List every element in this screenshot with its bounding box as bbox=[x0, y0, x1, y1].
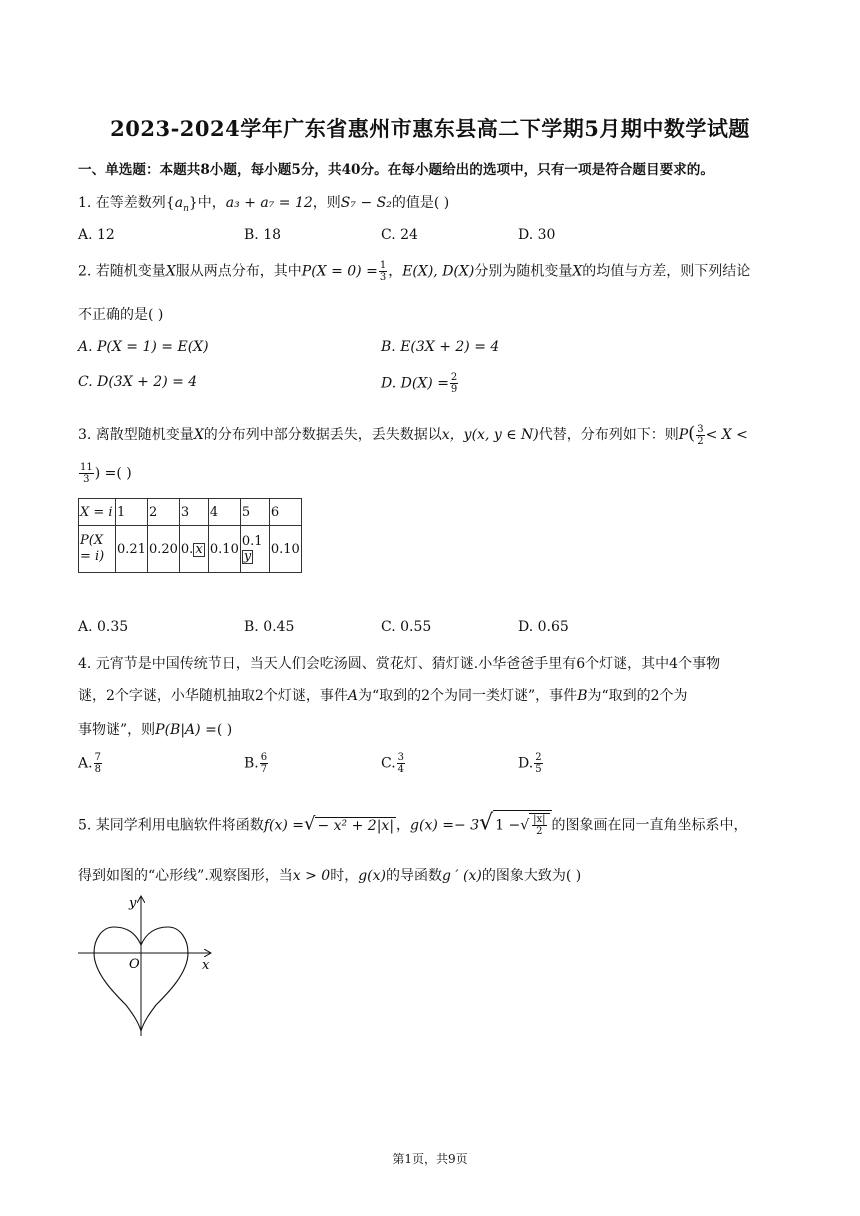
table-cell: P(X = i) bbox=[79, 526, 116, 573]
question-4-line2: 谜，2个字谜，小华随机抽取2个灯谜，事件A为“取到的2个为同一类灯谜”，事件B为“取到的2个为 bbox=[78, 688, 688, 704]
q4-option-d: D. $\frac{2}{5}$ bbox=[518, 752, 542, 775]
q2-option-a: A. P(X = 1) = E(X) bbox=[78, 339, 209, 355]
question-2-line2: 不正确的是( ) bbox=[78, 307, 164, 323]
table-cell: 5 bbox=[240, 499, 269, 526]
table-cell: 0.20 bbox=[147, 526, 179, 573]
q3-tail: ) =( ) bbox=[94, 465, 132, 482]
page-title: 2023-2024学年广东省惠州市惠东县高二下学期5月期中数学试题 bbox=[110, 116, 750, 141]
table-cell: 0. x bbox=[179, 526, 208, 573]
table-cell: 3 bbox=[179, 499, 208, 526]
q1-text2: }中， bbox=[188, 195, 226, 211]
q1-text4: 的值是( ) bbox=[391, 195, 450, 211]
q1-sub: n bbox=[183, 203, 189, 214]
table-cell: X = i bbox=[79, 499, 116, 526]
q1-option-c: C. 24 bbox=[381, 227, 418, 243]
origin-label: O bbox=[129, 957, 140, 972]
question-1 bbox=[78, 192, 449, 214]
q1-option-a: A. 12 bbox=[78, 227, 115, 243]
table-row bbox=[79, 526, 302, 573]
q4-option-c: C. $\frac{3}{4}$ bbox=[381, 752, 405, 775]
question-4-line1: 4. 元宵节是中国传统节日，当天人们会吃汤圆、赏花灯、猜灯谜.小华爸爸手里有6个灯谜，其中4个事物 bbox=[78, 656, 721, 672]
section-header: 一、单选题：本题共8小题，每小题5分，共40分。在每小题给出的选项中，只有一项是符合题目要求的。 bbox=[78, 162, 714, 178]
q4-option-a: A. $\frac{7}{8}$ bbox=[78, 752, 101, 775]
q1-text3: ，则 bbox=[312, 195, 341, 211]
q2-text3: 分别为随机变量 bbox=[474, 263, 573, 280]
heart-curve-figure bbox=[74, 893, 224, 1039]
question-2-line1 bbox=[78, 260, 750, 283]
table-cell: 6 bbox=[269, 499, 301, 526]
q2-comma: ， bbox=[388, 263, 403, 280]
q1-expr: S₇ − S₂ bbox=[340, 195, 392, 211]
q1-option-b: B. 18 bbox=[244, 227, 282, 243]
q3-frac1: $\frac{3}{2}$ bbox=[697, 423, 704, 447]
question-4-line3: 事物谜”，则P(B|A) =( ) bbox=[78, 722, 233, 738]
q3-xy: x，y(x, y ∈ N) bbox=[441, 427, 539, 443]
table-cell: 2 bbox=[147, 499, 179, 526]
q2-text2: 服从两点分布，其中 bbox=[175, 263, 302, 280]
q3-text2: 的分布列中部分数据丢失，丢失数据以 bbox=[203, 427, 442, 443]
q3-frac2: $\frac{11}{3}$ bbox=[80, 462, 93, 485]
question-3-line2 bbox=[78, 462, 132, 485]
q2-option-d: D. D(X) = $\frac{2}{9}$ bbox=[381, 372, 458, 395]
x-label: x bbox=[202, 958, 210, 973]
q3-var: X bbox=[193, 427, 204, 443]
table-cell: 0.21 bbox=[116, 526, 148, 573]
q1-eq: a₃ + a₇ = 12 bbox=[225, 195, 313, 211]
q2-var2: X bbox=[572, 263, 583, 280]
question-3-line1: 3. 离散型随机变量X的分布列中部分数据丢失，丢失数据以x，y(x, y ∈ N)代替，分布列如下：则P( $\frac{3}{2}$ < X < bbox=[78, 423, 748, 447]
q3-option-d: D. 0.65 bbox=[518, 619, 569, 635]
table-cell: 0.1y bbox=[240, 526, 269, 573]
q4-option-b: B. $\frac{6}{7}$ bbox=[244, 752, 268, 775]
q1-option-d: D. 30 bbox=[518, 227, 556, 243]
q2-ed: E(X), D(X) bbox=[402, 263, 475, 280]
q3-ineq: < X < bbox=[705, 427, 748, 443]
q3-option-b: B. 0.45 bbox=[244, 619, 295, 635]
question-5-line2: 得到如图的“心形线”.观察图形，当x > 0时，g(x)的导函数g ′ (x)的图象大致为( ) bbox=[78, 868, 582, 884]
q2-option-c: C. D(3X + 2) = 4 bbox=[78, 374, 198, 390]
q3-p: P bbox=[678, 427, 689, 443]
table-row bbox=[79, 499, 302, 526]
distribution-table bbox=[78, 498, 302, 573]
q3-option-c: C. 0.55 bbox=[381, 619, 432, 635]
y-label: y bbox=[129, 896, 137, 911]
table-cell: 0.10 bbox=[269, 526, 301, 573]
q2-p0: P(X = 0) = bbox=[301, 263, 378, 280]
q2-text4: 的均值与方差，则下列结论 bbox=[582, 263, 751, 280]
q2-text: 2. 若随机变量 bbox=[78, 263, 166, 280]
q3-text3: 代替，分布列如下：则 bbox=[538, 427, 679, 443]
q3-option-a: A. 0.35 bbox=[78, 619, 129, 635]
q2-fraction: $\frac{1}{3}$ bbox=[379, 260, 387, 283]
q3-text: 3. 离散型随机变量 bbox=[78, 427, 194, 443]
q2-var: X bbox=[165, 263, 176, 280]
page-footer: 第1页，共9页 bbox=[392, 1152, 468, 1166]
table-cell: 1 bbox=[116, 499, 148, 526]
table-cell: 4 bbox=[208, 499, 240, 526]
question-5-line1: 5. 某同学利用电脑软件将函数f(x) =√ − x² + 2|x| ，g(x) =− 3√ 1 −√ $\frac{|x|}{2}$ 的图象画在同一直角坐标系中， bbox=[78, 810, 748, 837]
q2-option-b: B. E(3X + 2) = 4 bbox=[381, 339, 500, 355]
q1-an: a bbox=[174, 195, 184, 211]
q1-text: 1. 在等差数列{ bbox=[78, 195, 175, 211]
table-cell: 0.10 bbox=[208, 526, 240, 573]
